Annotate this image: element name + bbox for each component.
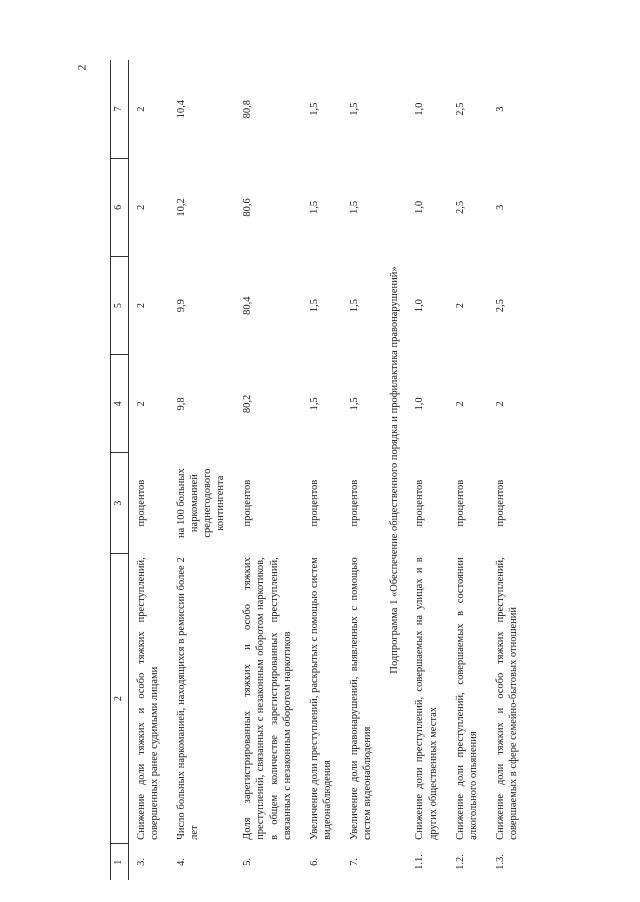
header-cell: 2: [111, 553, 129, 844]
unit-cell: процентов: [454, 479, 466, 527]
table-row: [302, 60, 342, 880]
value-cell: 1,5: [349, 200, 360, 214]
subprogram-title: Подпрограмма 1 «Обеспечение общественного порядка и профилактика правонарушений»: [389, 266, 401, 674]
header-cell: 5: [111, 257, 129, 355]
indicator-text: Доля зарегистрированных тяжких и особо тяжких преступлений, связанных с незаконным оборотом наркотиков, в общем количестве зарегистрированных преступлений, связанных с незаконным оборотом наркотиков: [242, 557, 293, 840]
value-cell: 2: [135, 303, 147, 309]
row-number: 3.: [135, 858, 147, 866]
unit-cell: процентов: [135, 479, 147, 527]
indicator-text: Снижение доли тяжких и особо тяжких преступлений, совершенных ранее судимыми лицами: [135, 557, 160, 840]
indicator-text: Снижение доли преступлений, совершаемых в состоянии алкогольного опьянения: [454, 557, 479, 840]
value-cell: 80,8: [242, 99, 254, 119]
value-cell: 80,6: [242, 198, 254, 217]
indicator-text: Снижение доли преступлений, совершаемых на улицах и в других общественных местах: [414, 557, 439, 840]
rotated-table-container: [110, 60, 520, 880]
value-cell: 2: [135, 106, 147, 112]
row-number: 5.: [242, 858, 254, 866]
value-cell: 9,9: [175, 299, 187, 313]
value-cell: 1,0: [414, 397, 426, 411]
value-cell: 2: [135, 204, 147, 211]
row-number: 7.: [349, 858, 360, 866]
value-cell: 1,5: [349, 299, 360, 313]
indicator-text: Увеличение доли правонарушений, выявленных с помощью систем видеонаблюдения: [349, 557, 374, 840]
row-number: 1.2.: [454, 854, 466, 870]
table-row: [407, 60, 447, 880]
unit-cell: процентов: [494, 479, 506, 527]
header-row: [111, 60, 129, 880]
value-cell: 2: [454, 401, 466, 407]
subprogram-row: [382, 60, 407, 880]
value-cell: 2: [135, 401, 147, 407]
value-cell: 1,5: [308, 200, 320, 214]
unit-cell: процентов: [242, 479, 254, 527]
unit-cell: процентов: [414, 479, 426, 527]
header-cell: 7: [111, 60, 129, 158]
value-cell: 1,5: [308, 299, 320, 313]
value-cell: 1,5: [308, 102, 320, 116]
table-row: [448, 60, 488, 880]
value-cell: 10,4: [175, 99, 187, 119]
value-cell: 1,0: [414, 299, 426, 313]
row-number: 6.: [308, 858, 320, 866]
value-cell: 1,5: [308, 397, 320, 411]
value-cell: 2,5: [454, 200, 466, 214]
table-row: [488, 60, 528, 880]
indicator-text: Число больных наркоманией, находящихся в ремиссии более 2 лет: [175, 557, 200, 840]
value-cell: 1,0: [414, 200, 426, 214]
value-cell: 1,0: [414, 102, 426, 116]
table-row: [342, 60, 382, 880]
value-cell: 9,8: [175, 397, 187, 411]
value-cell: 3: [494, 106, 506, 112]
unit-cell: процентов: [349, 479, 360, 527]
value-cell: 2: [494, 401, 506, 407]
value-cell: 80,2: [242, 394, 254, 414]
indicator-text: Увеличение доли преступлений, раскрытых с помощью систем видеонаблюдения: [308, 557, 333, 840]
unit-cell: на 100 больных наркоманией среднегодового контингента: [175, 468, 227, 538]
row-number: 1.3.: [494, 854, 506, 870]
table-row: [235, 60, 302, 880]
unit-cell: процентов: [308, 479, 320, 527]
table-row: [169, 60, 236, 880]
header-cell: 4: [111, 355, 129, 453]
value-cell: 80,4: [242, 296, 254, 315]
indicators-table: [110, 60, 528, 880]
page-number: 2: [74, 64, 89, 71]
header-cell: 1: [111, 844, 129, 880]
table-row: [128, 60, 169, 880]
row-number: 4.: [175, 858, 187, 866]
row-number: 1.1.: [414, 854, 426, 870]
indicator-text: Снижение доли тяжких и особо тяжких преступлений, совершаемых в сфере семейно-бытовых отношений: [494, 557, 519, 840]
header-cell: 6: [111, 158, 129, 256]
value-cell: 2: [454, 303, 466, 309]
value-cell: 10,2: [175, 198, 187, 217]
value-cell: 3: [494, 204, 506, 211]
value-cell: 1,5: [349, 102, 360, 116]
value-cell: 1,5: [349, 397, 360, 411]
value-cell: 2,5: [454, 102, 466, 116]
header-cell: 3: [111, 453, 129, 553]
value-cell: 2,5: [494, 299, 506, 313]
